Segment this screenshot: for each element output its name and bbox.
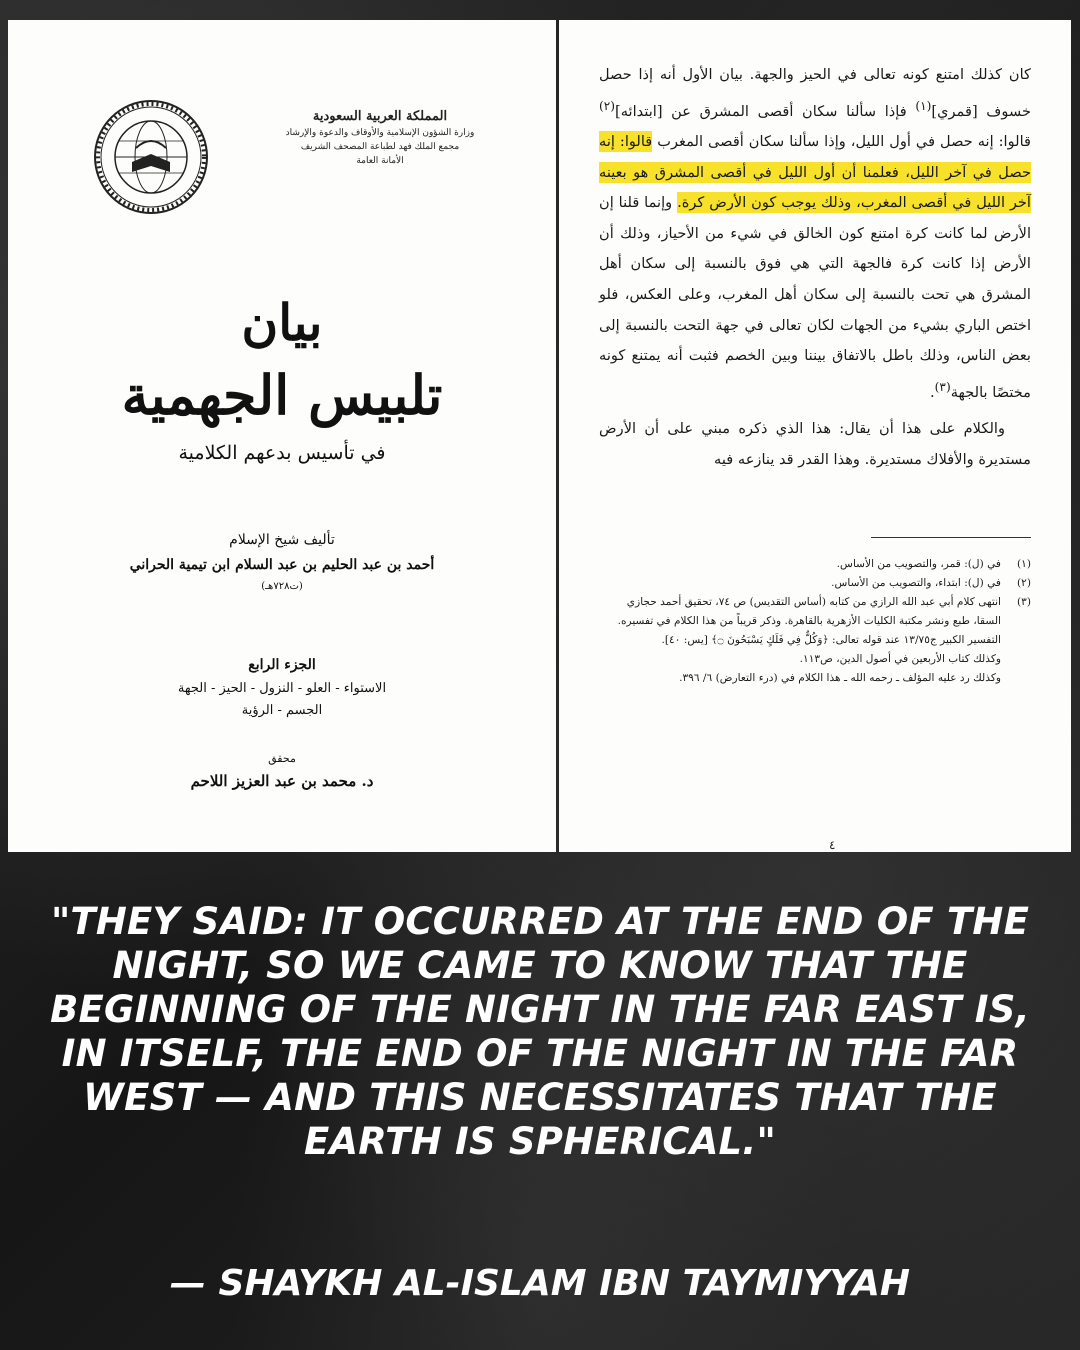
book-title-block (38, 292, 526, 468)
ministry-emblem-icon (92, 98, 210, 216)
footnote-ref-3: (٣) (934, 379, 951, 394)
para1-part4: وإنما قلنا إن الأرض لما كانت كرة امتنع كون الخالق في شيء من الأحياز، وذلك أن الأرض إذا كانت كرة فالجهة التي هي فوق بالنسبة إلى سكان أهل المشرق هي تحت بالنسبة إلى سكان أهل المغرب، وعلى العكس، فلو اختص الباري بشيء من الجهات لكان تعالى في جهة التحت بالنسبة إلى بعض الناس، وذلك باطل بالاتفاق بيننا وبين الخصم فثبت أنه يمتنع كونه مختصًا بالجهة (599, 194, 1031, 401)
publisher-country: المملكة العربية السعودية (312, 109, 448, 124)
page-number: ٤ (829, 838, 836, 852)
body-text (599, 60, 1031, 475)
editor-name: د. محمد بن عبد العزيز اللاحم (190, 772, 374, 790)
book-subtitle: في تأسيس بدعهم الكلامية (178, 442, 386, 464)
paragraph-1 (599, 60, 1031, 408)
footnote-number: (٢) (1017, 577, 1031, 589)
title-page (8, 20, 556, 852)
footnote-ref-2: (٢) (599, 98, 616, 113)
footnote-text: في (ل): قمر، والتصويب من الأساس. (836, 558, 1001, 570)
footnote-1 (599, 555, 1031, 574)
footnote-text: في (ل): ابتداء، والتصويب من الأساس. (831, 577, 1001, 589)
footnote-2 (599, 574, 1031, 593)
author-death-year: (ت٧٢٨هـ) (261, 581, 303, 592)
publisher-ministry: وزارة الشؤون الإسلامية والأوقاف والدعوة والإرشاد (285, 128, 475, 138)
volume-title: الجزء الرابع (248, 657, 316, 673)
quote-attribution: — SHAYKH AL-ISLAM IBN TAYMIYYAH (169, 1263, 911, 1304)
highlighted-passage: قالوا: إنه حصل في آخر الليل، فعلمنا أن أول الليل في أقصى المشرق هو بعينه آخر الليل في أقصى المغرب، وذلك يوجب كون الأرض كرة. (599, 133, 1031, 212)
volume-block (38, 652, 526, 722)
footnotes (599, 555, 1031, 688)
editor-label: محقق (268, 752, 296, 765)
footnote-3 (599, 593, 1031, 631)
volume-topics-line2: الجسم - الرؤية (241, 703, 323, 718)
footnote-3-continuation-3: وكذلك رد عليه المؤلف ـ رحمه الله ـ هذا الكلام في (درء التعارض) ٦/ ٣٩٦. (679, 672, 1001, 684)
book-title-word2: تلبيس الجهمية (121, 363, 443, 427)
footnote-divider (871, 537, 1031, 538)
editor-block (38, 750, 526, 794)
para1-part2: فإذا سألنا سكان أقصى المشرق عن [ابتدائه] (615, 102, 916, 120)
footnote-3-continuation-1: التفسير الكبير ج١٣/٧٥ عند قوله تعالى: ﴿وَكُلٌّ فِي فَلَكٍ يَسْبَحُونَ ۝﴾ [يس: ٤٠]. (661, 634, 1001, 646)
author-name: أحمد بن عبد الحليم بن عبد السلام ابن تيمية الحراني (129, 557, 435, 573)
author-block (38, 528, 526, 596)
quote-text: "THEY SAID: IT OCCURRED AT THE END OF THE NIGHT, SO WE CAME TO KNOW THAT THE BEGINNING OF THE NIGHT IN THE FAR EAST IS, IN ITSELF, THE END OF THE NIGHT IN THE FAR WEST — AND THIS NECESSITATES THAT THE EARTH IS SPHERICAL." (50, 900, 1030, 1163)
author-label: تأليف شيخ الإسلام (229, 532, 335, 548)
text-page (559, 20, 1071, 852)
publisher-secretariat: الأمانة العامة (356, 156, 404, 166)
volume-topics-line1: الاستواء - العلو - النزول - الحيز - الجهة (177, 681, 387, 696)
para1-part3: قالوا: إنه حصل في أول الليل، وإذا سألنا سكان أقصى المغرب (652, 133, 1031, 151)
para1-end: . (930, 383, 935, 401)
footnote-ref-1: (١) (915, 98, 932, 113)
publisher-header (280, 108, 480, 168)
footnote-number: (١) (1017, 558, 1031, 570)
footnote-3-continuation-2: وكذلك كتاب الأربعين في أصول الدين، ص١١٣. (799, 653, 1001, 665)
publisher-complex: مجمع الملك فهد لطباعة المصحف الشريف (300, 142, 460, 152)
footnote-number: (٣) (1017, 596, 1031, 608)
para1-start: كان كذلك امتنع كونه تعالى في الحيز والجهة. بيان الأول أنه إذا حصل خسوف [قمري] (599, 66, 1031, 120)
book-title-word1: بيان (241, 293, 323, 352)
paragraph-2: والكلام على هذا أن يقال: هذا الذي ذكره مبني على أن الأرض مستديرة والأفلاك مستديرة. وهذا القدر قد ينازعه فيه (599, 420, 1031, 468)
footnote-text: انتهى كلام أبي عبد الله الرازي من كتابه (أساس التقديس) ص ٧٤، تحقيق أحمد حجازي السقا، طبع ونشر مكتبة الكليات الأزهرية بالقاهرة. وذكر قريباً من هذا الكلام في تفسيره. (617, 596, 1001, 627)
